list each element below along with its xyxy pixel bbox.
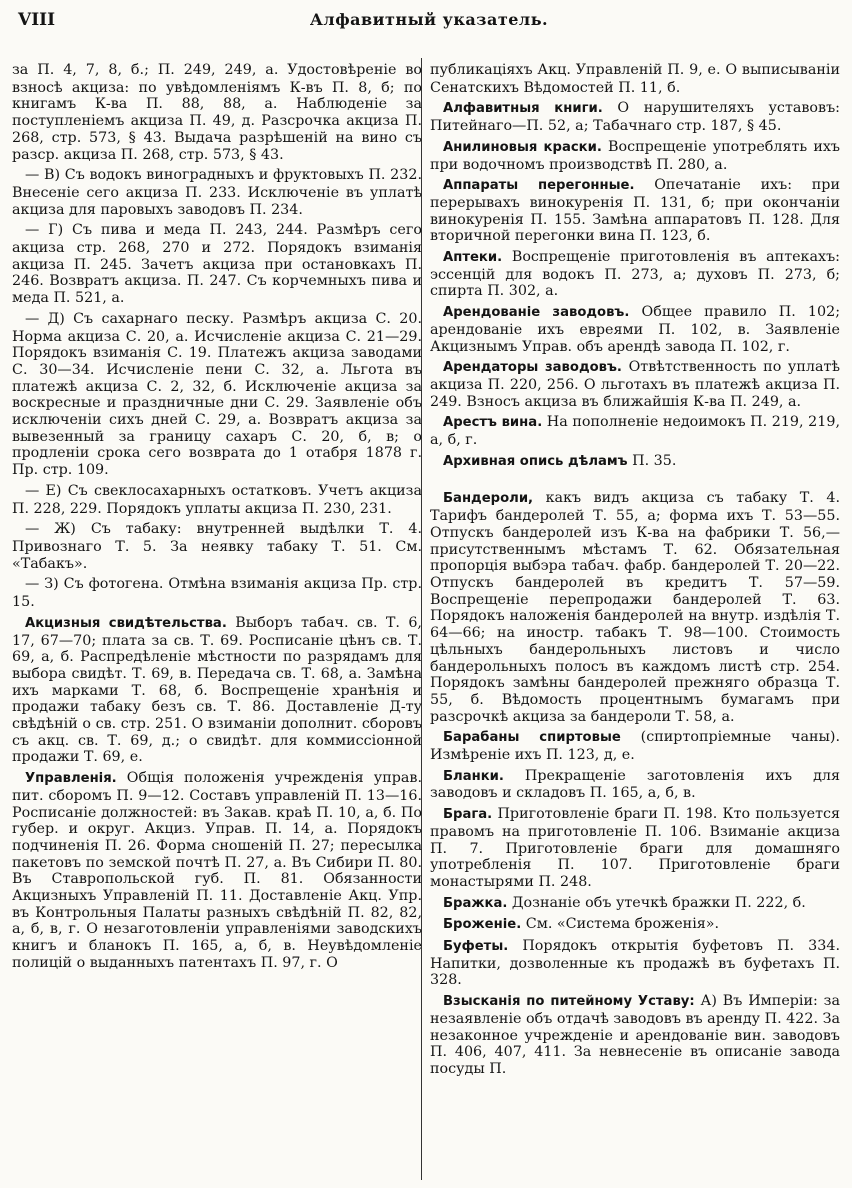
index-entry: — Ж) Съ табаку: внутренней выдѣлки Т. 4. Привознаго Т. 5. За неявку табаку Т. 51. См. «Табакъ». — [12, 521, 422, 572]
index-entry: Взысканія по питейному Уставу: А) Въ Имперіи: за незаявленіе объ отдачѣ заводовъ въ аренду П. 422. За незаконное учрежденіе и арендованіе вин. заводовъ П. 406, 407, 411. За невнесеніе въ описаніе завода посуды П. — [430, 993, 840, 1077]
page-title: Алфавитный указатель. — [309, 10, 549, 29]
page-header — [18, 10, 840, 38]
left-column — [12, 62, 422, 976]
index-entry: — Е) Съ свеклосахарныхъ остатковъ. Учетъ акциза П. 228, 229. Порядокъ уплаты акциза П. 230, 231. — [12, 482, 422, 517]
index-entry: Бандероли, какъ видъ акциза съ табаку Т. 4. Тарифъ бандеролей Т. 55, а; форма ихъ Т. 53—55. Отпускъ бандеролей изъ К-ва на фабрики Т. 56,—присутственнымъ мѣстамъ Т. 62. Обязательная пропорція выбэра табач. фабр. бандеролей Т. 20—22. Отпускъ бандеролей въ кредитъ Т. 57—59. Воспрещеніе перепродажи бандеролей Т. 63. Порядокъ наложенія бандеролей на внутр. издѣлія Т. 64—66; на иностр. табакъ Т. 98—100. Стоимость цѣльныхъ бандерольныхъ листовъ и число бандерольныхъ полосъ въ каждомъ листѣ стр. 254. Порядокъ замѣны бандеролей прежняго образца Т. 55, б. Вѣдомость процентнымъ бумагамъ при разсрочкѣ акциза за бандероли Т. 58, а. — [430, 490, 840, 725]
index-entry: Акцизныя свидѣтельства. Выборъ табач. св. Т. 6, 17, 67—70; плата за св. Т. 69. Росписаніе цѣнъ св. Т. 69, а, б. Распредѣленіе мѣстности по разрядамъ для выбора свидѣт. Т. 69, в. Передача св. Т. 68, а. Замѣна ихъ марками Т. 68, б. Воспрещеніе хранѣнія и продажи табаку безъ св. Т. 86. Доставленіе Д-ту свѣдѣній о св. стр. 251. О взиманіи дополнит. сборовъ съ акц. св. Т. 69, д.; о свидѣт. для коммиссіонной продажи Т. 69, е. — [12, 614, 422, 766]
index-entry: Аппараты перегонные. Опечатаніе ихъ: при перерывахъ винокуренія П. 131, б; при окончаніи винокуренія П. 155. Замѣна аппаратовъ П. 128. Для вторичной перегонки вина П. 123, б. — [430, 177, 840, 245]
index-entry: Алфавитныя книги. О нарушителяхъ уставовъ: Питейнаго—П. 52, а; Табачнаго стр. 187, § 45. — [430, 100, 840, 135]
index-entry: Броженіе. См. «Система броженія». — [443, 916, 720, 933]
index-entry: Аптеки. Воспрещеніе приготовленія въ аптекахъ: эссенцій для водокъ П. 273, а; духовъ П. 273, б; спирта П. 302, а. — [430, 249, 840, 300]
index-entry: — В) Съ водокъ виноградныхъ и фруктовыхъ П. 232. Внесеніе сего акциза П. 233. Исключеніе въ уплатѣ акциза для паровыхъ заводовъ П. 234. — [12, 167, 422, 218]
page-number: VIII — [18, 10, 56, 30]
right-column — [430, 62, 840, 1082]
index-entry: Буфеты. Порядокъ открытія буфетовъ П. 334. Напитки, дозволенные къ продажѣ въ буфетахъ П. 328. — [430, 938, 840, 989]
index-entry: Арендованіе заводовъ. Общее правило П. 102; арендованіе ихъ евреями П. 102, в. Заявленіе Акцизнымъ Управ. объ арендѣ завода П. 102, г. — [430, 304, 841, 355]
index-entry: публикаціяхъ Акц. Управленій П. 9, е. О выписываніи Сенатскихъ Вѣдомостей П. 11, б. — [430, 62, 840, 96]
index-entry: Архивная опись дѣламъ П. 35. — [443, 452, 677, 469]
index-entry: Арестъ вина. На пополненіе недоимокъ П. 219, 219, а, б, г. — [430, 414, 840, 449]
index-entry: Арендаторы заводовъ. Отвѣтственность по уплатѣ акциза П. 220, 256. О льготахъ въ платежѣ акциза П. 249. Взносъ акциза въ ближайшія К-ва П. 249, а. — [430, 359, 841, 410]
index-entry: — З) Съ фотогена. Отмѣна взиманія акциза Пр. стр. 15. — [12, 576, 422, 611]
index-entry: Брага. Приготовленіе браги П. 198. Кто пользуется правомъ на приготовленіе П. 106. Взиманіе акциза П. 7. Приготовленіе браги для домашняго употребленія П. 107. Приготовленіе браги монастырями П. 248. — [430, 806, 841, 890]
index-entry: Анилиновыя краски. Воспрещеніе употреблять ихъ при водочномъ производствѣ П. 280, а. — [430, 138, 841, 173]
index-entry: Управленія. Общія положенія учрежденія управ. пит. сборомъ П. 9—12. Составъ управленій П. 13—16. Росписаніе должностей: въ Закав. краѣ П. 10, а, б. По губер. и округ. Акциз. Управ. П. 14, а. Порядокъ подчиненія П. 26. Форма сношеній П. 27; пересылка пакетовъ по земской почтѣ П. 27, а. Въ Сибири П. 80. Въ Ставропольской губ. П. 81. Обязанности Акцизныхъ Управленій П. 11. Доставленіе Акц. Упр. въ Контрольныя Палаты разныхъ свѣдѣній П. 82, 82, а, б, в, г. О незаготовленіи управленіями заводскихъ книгъ и бланокъ П. 165, а, б, в. Неувѣдомленіе полицій о выданныхъ патентахъ П. 97, г. О — [12, 770, 422, 971]
index-entry: — Г) Съ пива и меда П. 243, 244. Размѣръ сего акциза стр. 268, 270 и 272. Порядокъ взиманія акциза П. 245. Зачетъ акциза при остановкахъ П. 246. Возвратъ акциза. П. 247. Съ корчемныхъ пива и меда П. 521, а. — [12, 222, 422, 307]
index-entry: Бражка. Дознаніе объ утечкѣ бражки П. 222, б. — [443, 894, 806, 911]
index-entry: Бланки. Прекращеніе заготовленія ихъ для заводовъ и складовъ П. 165, а, б, в. — [430, 767, 841, 802]
index-entry: — Д) Съ сахарнаго песку. Размѣръ акциза С. 20. Норма акциза С. 20, а. Исчисленіе акциза С. 21—29. Порядокъ взиманія С. 19. Платежъ акциза заводами С. 30—34. Исчисленіе пени С. 32, а. Льгота въ платежѣ акциза С. 2, 32, б. Исключеніе акциза за воскресные и праздничные дни С. 29. Заявленіе объ исключеніи сихъ дней С. 29, а. Возвратъ акциза за вывезенный за границу сахаръ С. 20, б, в; о продленіи срока сего возврата до 1 отабря 1878 г. Пр. стр. 109. — [12, 310, 422, 479]
index-entry: Барабаны спиртовые (спиртопріемные чаны). Измѣреніе ихъ П. 123, д, е. — [430, 729, 840, 764]
index-entry: за П. 4, 7, 8, б.; П. 249, 249, а. Удостовѣреніе во взносѣ акциза: по увѣдомленіямъ К-въ П. 8, б; по книгамъ К-ва П. 88, 88, а. Наблюденіе за поступленіемъ акциза П. 49, д. Разсрочка акциза П. 268, стр. 573, § 43. Выдача разрѣшеній на вино съ разср. акциза П. 268, стр. 573, § 43. — [12, 62, 422, 163]
